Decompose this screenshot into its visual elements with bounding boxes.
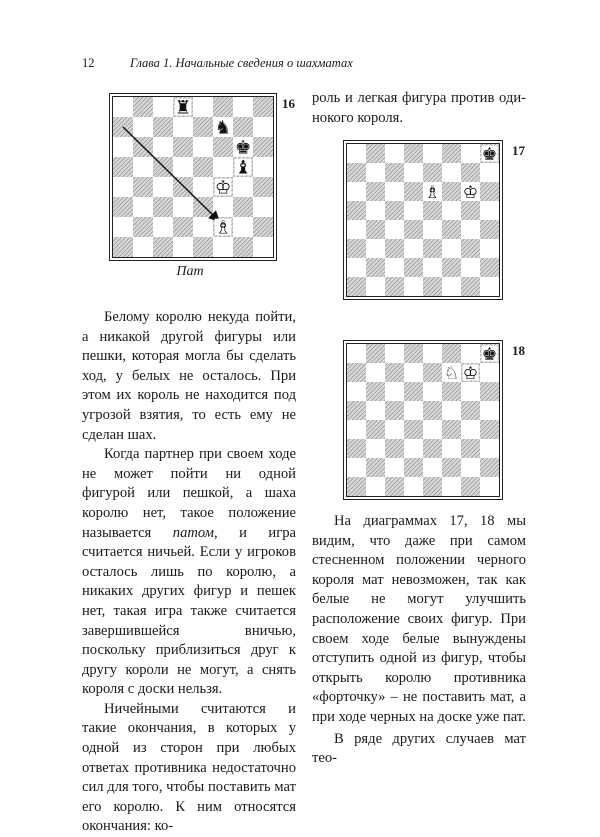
dark-square <box>423 239 442 258</box>
dark-square <box>347 477 366 496</box>
light-square <box>133 197 153 217</box>
light-square <box>366 201 385 220</box>
dark-square <box>480 182 499 201</box>
light-square <box>480 239 499 258</box>
dark-square <box>366 144 385 163</box>
dark-square <box>480 220 499 239</box>
dark-square <box>193 117 213 137</box>
light-square <box>347 258 366 277</box>
dark-square <box>461 239 480 258</box>
dark-square <box>253 137 273 157</box>
diagram-caption: Пат <box>176 264 204 279</box>
dark-square <box>153 237 173 257</box>
light-square <box>385 382 404 401</box>
text-line: никакой другой фигуры или пешки, которая могла бы сделать ход, у <box>82 328 296 384</box>
white-king-icon: ♔ <box>214 177 232 199</box>
dark-square <box>113 197 133 217</box>
dark-square <box>385 163 404 182</box>
dark-square <box>113 237 133 257</box>
dark-square <box>423 163 442 182</box>
light-square <box>423 220 442 239</box>
light-square <box>193 177 213 197</box>
right-column-text <box>312 512 526 769</box>
light-square <box>193 97 213 117</box>
light-square <box>480 401 499 420</box>
light-square <box>423 420 442 439</box>
light-square <box>461 382 480 401</box>
dark-square <box>133 97 153 117</box>
light-square <box>253 237 273 257</box>
board-svg <box>113 97 273 257</box>
light-square <box>442 277 461 296</box>
dark-square <box>193 157 213 177</box>
dark-square <box>423 477 442 496</box>
dark-square <box>461 163 480 182</box>
light-square <box>113 217 133 237</box>
light-square <box>347 344 366 363</box>
page-header <box>82 56 542 74</box>
dark-square <box>423 363 442 382</box>
light-square <box>423 258 442 277</box>
white-king-icon: ♔ <box>462 182 479 203</box>
light-square <box>347 382 366 401</box>
light-square <box>133 117 153 137</box>
light-square <box>480 163 499 182</box>
light-square <box>461 344 480 363</box>
light-square <box>153 217 173 237</box>
light-square <box>366 401 385 420</box>
light-square <box>113 177 133 197</box>
dark-square <box>366 420 385 439</box>
light-square <box>153 177 173 197</box>
paragraph-draw-endings: Ничейными считаются и такие окончания, в которых у одной из сторон при любых ответах противника недостаточно сил для того, чтобы поставить мат его королю. К ним относятся окончания: ко- <box>82 700 296 835</box>
dark-square <box>423 201 442 220</box>
dark-square <box>461 477 480 496</box>
dark-square <box>442 258 461 277</box>
dark-square <box>347 163 366 182</box>
light-square <box>113 97 133 117</box>
dark-square <box>404 144 423 163</box>
light-square <box>385 420 404 439</box>
dark-square <box>347 401 366 420</box>
dark-square <box>366 258 385 277</box>
text-run: , и игра считается ничьей. Если у игроков осталось лишь по королю, а никаких других фигур и пешек нет, такая игра также считается завершившейся вничью, поскольку приблизиться друг к другу короли не могут, а снять короля с доски нельзя. <box>82 524 296 698</box>
light-square <box>404 363 423 382</box>
dark-square <box>461 439 480 458</box>
light-square <box>366 477 385 496</box>
light-square <box>133 157 153 177</box>
dark-square <box>385 363 404 382</box>
white-king-icon: ♔ <box>462 363 479 384</box>
dark-square <box>442 344 461 363</box>
dark-square <box>213 97 233 117</box>
light-square <box>233 97 253 117</box>
dark-square <box>213 137 233 157</box>
light-square <box>461 144 480 163</box>
dark-square <box>385 277 404 296</box>
text-line: белых не осталось. При этом их король не находится под угрозой взятия, то есть ему не сделан шах. <box>82 367 297 443</box>
dark-square <box>461 401 480 420</box>
dark-square <box>480 382 499 401</box>
white-knight-icon: ♘ <box>443 363 460 384</box>
light-square <box>404 477 423 496</box>
dark-square <box>404 220 423 239</box>
emphasis-term: патом <box>172 524 214 541</box>
dark-square <box>442 144 461 163</box>
black-bishop-icon: ♝ <box>234 157 252 179</box>
paragraph-stalemate <box>82 308 296 445</box>
light-square <box>366 239 385 258</box>
dark-square <box>461 277 480 296</box>
light-square <box>385 182 404 201</box>
light-square <box>423 144 442 163</box>
dark-square <box>347 239 366 258</box>
dark-square <box>233 197 253 217</box>
light-square <box>480 477 499 496</box>
dark-square <box>366 458 385 477</box>
dark-square <box>404 258 423 277</box>
light-square <box>385 344 404 363</box>
dark-square <box>233 117 253 137</box>
paragraph-other-cases: В ряде других случаев мат тео- <box>312 730 526 767</box>
white-bishop-icon: ♗ <box>424 182 441 203</box>
dark-square <box>480 458 499 477</box>
light-square <box>461 258 480 277</box>
black-king-icon: ♚ <box>481 144 498 165</box>
dark-square <box>366 382 385 401</box>
dark-square <box>113 157 133 177</box>
dark-square <box>253 217 273 237</box>
dark-square <box>404 382 423 401</box>
light-square <box>404 163 423 182</box>
diagram-number-18: 18 <box>512 343 525 358</box>
board-svg <box>347 344 499 496</box>
light-square <box>133 237 153 257</box>
dark-square <box>385 439 404 458</box>
dark-square <box>253 177 273 197</box>
light-square <box>442 201 461 220</box>
light-square <box>173 197 193 217</box>
paragraph-continuation <box>312 89 526 128</box>
white-bishop-icon: ♗ <box>214 217 232 239</box>
light-square <box>193 217 213 237</box>
light-square <box>253 157 273 177</box>
dark-square <box>153 117 173 137</box>
light-square <box>366 163 385 182</box>
light-square <box>153 137 173 157</box>
dark-square <box>461 201 480 220</box>
dark-square <box>233 237 253 257</box>
text-line: роль и легкая фигура против оди- <box>312 90 526 106</box>
light-square <box>213 237 233 257</box>
dark-square <box>404 182 423 201</box>
light-square <box>404 201 423 220</box>
text-run: Когда партнер при своем ходе не может пойти ни одной фигурой или пешкой, а шаха королю нет, такое положение называется <box>82 446 296 541</box>
dark-square <box>385 477 404 496</box>
diagram-number-16: 16 <box>282 96 295 111</box>
dark-square <box>480 420 499 439</box>
light-square <box>347 420 366 439</box>
dark-square <box>366 182 385 201</box>
light-square <box>366 277 385 296</box>
dark-square <box>404 344 423 363</box>
dark-square <box>193 237 213 257</box>
board-svg <box>347 144 499 296</box>
black-rook-icon: ♜ <box>174 97 192 119</box>
right-column-top-text <box>312 89 526 128</box>
light-square <box>404 239 423 258</box>
paragraph-diagrams-explanation: На диаграммах 17, 18 мы видим, что даже при самом стесненном положении черного короля мат невозможен, так как белые не могут улучшить расположение своих фигур. При своем ходе белые вынуждены отступить одной из фигур, чтобы открыть королю противника «форточку» – не поставить мат, а при ходе черных на доске уже пат. <box>312 513 526 725</box>
light-square <box>253 117 273 137</box>
light-square <box>461 458 480 477</box>
dark-square <box>404 420 423 439</box>
dark-square <box>385 401 404 420</box>
light-square <box>347 182 366 201</box>
dark-square <box>442 420 461 439</box>
dark-square <box>442 220 461 239</box>
dark-square <box>442 182 461 201</box>
dark-square <box>347 363 366 382</box>
light-square <box>480 277 499 296</box>
dark-square <box>404 458 423 477</box>
dark-square <box>366 344 385 363</box>
light-square <box>404 439 423 458</box>
text-line: Белому королю некуда пойти, а <box>82 309 296 345</box>
light-square <box>193 137 213 157</box>
light-square <box>366 363 385 382</box>
light-square <box>233 177 253 197</box>
dark-square <box>173 177 193 197</box>
light-square <box>461 220 480 239</box>
light-square <box>423 344 442 363</box>
dark-square <box>347 201 366 220</box>
chess-diagram-17 <box>346 143 500 297</box>
dark-square <box>366 220 385 239</box>
chapter-title: Глава 1. Начальные сведения о шахматах <box>130 56 353 70</box>
light-square <box>480 201 499 220</box>
light-square <box>366 439 385 458</box>
page-number: 12 <box>82 56 95 70</box>
paragraph-stalemate-definition <box>82 445 296 700</box>
light-square <box>233 217 253 237</box>
dark-square <box>347 277 366 296</box>
dark-square <box>385 239 404 258</box>
light-square <box>442 439 461 458</box>
dark-square <box>347 439 366 458</box>
light-square <box>113 137 133 157</box>
diagram-number-17: 17 <box>512 143 525 158</box>
light-square <box>442 401 461 420</box>
light-square <box>442 163 461 182</box>
dark-square <box>480 258 499 277</box>
dark-square <box>133 177 153 197</box>
dark-square <box>193 197 213 217</box>
light-square <box>461 420 480 439</box>
dark-square <box>173 217 193 237</box>
light-square <box>423 382 442 401</box>
dark-square <box>253 97 273 117</box>
dark-square <box>442 382 461 401</box>
light-square <box>385 458 404 477</box>
dark-square <box>442 458 461 477</box>
dark-square <box>385 201 404 220</box>
left-column-text <box>82 308 296 837</box>
light-square <box>385 220 404 239</box>
light-square <box>480 439 499 458</box>
light-square <box>173 237 193 257</box>
text-line: нокого короля. <box>312 109 404 126</box>
chess-diagram-16 <box>112 96 274 258</box>
light-square <box>423 458 442 477</box>
light-square <box>213 197 233 217</box>
black-king-icon: ♚ <box>481 344 498 365</box>
chess-diagram-18 <box>346 343 500 497</box>
light-square <box>442 477 461 496</box>
light-square <box>480 363 499 382</box>
light-square <box>173 117 193 137</box>
dark-square <box>173 137 193 157</box>
light-square <box>173 157 193 177</box>
light-square <box>347 144 366 163</box>
light-square <box>253 197 273 217</box>
light-square <box>385 144 404 163</box>
dark-square <box>423 277 442 296</box>
dark-square <box>423 401 442 420</box>
light-square <box>153 97 173 117</box>
light-square <box>385 258 404 277</box>
light-square <box>442 239 461 258</box>
dark-square <box>133 217 153 237</box>
black-knight-icon: ♞ <box>214 117 232 139</box>
light-square <box>347 220 366 239</box>
light-square <box>404 401 423 420</box>
black-king-icon: ♚ <box>234 137 252 159</box>
dark-square <box>423 439 442 458</box>
light-square <box>213 157 233 177</box>
light-square <box>347 458 366 477</box>
light-square <box>404 277 423 296</box>
dark-square <box>153 197 173 217</box>
